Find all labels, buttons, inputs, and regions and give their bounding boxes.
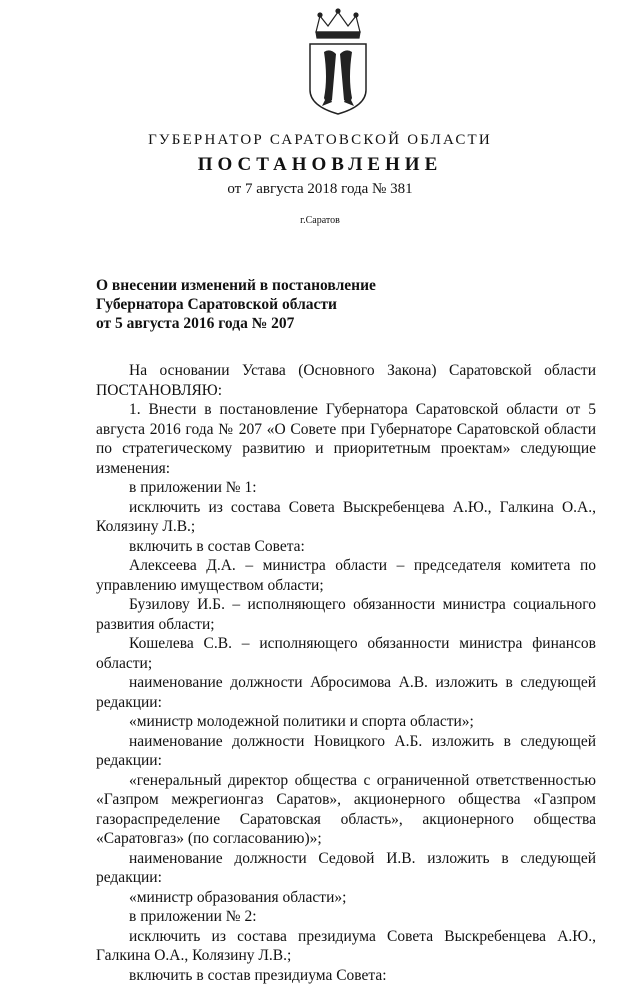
document-body bbox=[96, 361, 596, 985]
paragraph: «генеральный директор общества с ограниченной ответственностью «Газпром межрегионгаз Саратов», акционерного общества «Газпром газораспределение Саратовская область», акционерного общества «Саратовгаз» (по согласованию)»; bbox=[96, 771, 596, 849]
paragraph: исключить из состава Совета Выскребенцева А.Ю., Галкина О.А., Колязину Л.В.; bbox=[96, 498, 596, 537]
paragraph: На основании Устава (Основного Закона) Саратовской области ПОСТАНОВЛЯЮ: bbox=[96, 361, 596, 400]
paragraph: Алексеева Д.А. – министра области – председателя комитета по управлению имуществом области; bbox=[96, 556, 596, 595]
document-type: ПОСТАНОВЛЕНИЕ bbox=[0, 154, 640, 176]
paragraph: наименование должности Новицкого А.Б. изложить в следующей редакции: bbox=[96, 732, 596, 771]
subject-line: Губернатора Саратовской области bbox=[96, 295, 426, 314]
paragraph: «министр образования области»; bbox=[96, 888, 596, 908]
saratov-coat-of-arms-icon bbox=[302, 8, 374, 116]
paragraph: включить в состав президиума Совета: bbox=[96, 966, 596, 985]
paragraph: исключить из состава президиума Совета Выскребенцева А.Ю., Галкина О.А., Колязину Л.В.; bbox=[96, 927, 596, 966]
subject-line: от 5 августа 2016 года № 207 bbox=[96, 314, 426, 333]
paragraph: «министр молодежной политики и спорта области»; bbox=[96, 712, 596, 732]
authority-title: ГУБЕРНАТОР САРАТОВСКОЙ ОБЛАСТИ bbox=[0, 132, 640, 149]
document-date: от 7 августа 2018 года № 381 bbox=[0, 181, 640, 198]
paragraph: Кошелева С.В. – исполняющего обязанности министра финансов области; bbox=[96, 634, 596, 673]
document-subject bbox=[96, 276, 426, 333]
subject-line: О внесении изменений в постановление bbox=[96, 276, 426, 295]
paragraph: Бузилову И.Б. – исполняющего обязанности министра социального развития области; bbox=[96, 595, 596, 634]
paragraph: наименование должности Абросимова А.В. изложить в следующей редакции: bbox=[96, 673, 596, 712]
paragraph: в приложении № 2: bbox=[96, 907, 596, 927]
paragraph: включить в состав Совета: bbox=[96, 537, 596, 557]
paragraph: в приложении № 1: bbox=[96, 478, 596, 498]
paragraph: наименование должности Седовой И.В. изложить в следующей редакции: bbox=[96, 849, 596, 888]
document-city: г.Саратов bbox=[0, 215, 640, 226]
paragraph: 1. Внести в постановление Губернатора Саратовской области от 5 августа 2016 года № 207 «О Совете при Губернаторе Саратовской области по стратегическому развитию и приоритетным проектам» следующие изменения: bbox=[96, 400, 596, 478]
